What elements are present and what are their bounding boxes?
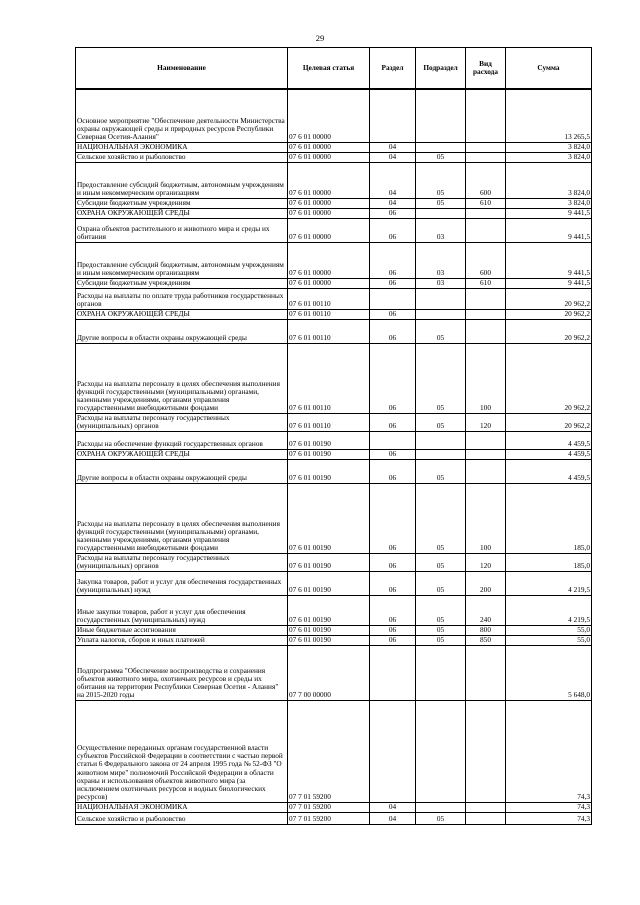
row-name-cell: Расходы на выплаты персоналу в целях обеспечения выполнения функций государственными (муниципальными) органами, казенными учреждениями, органами управления государственными внебюджетными фондами (76, 343, 288, 413)
row-name-cell: Уплата налогов, сборов и иных платежей (76, 635, 288, 645)
row-section-cell (370, 645, 416, 700)
row-name-cell: Расходы на выплаты персоналу государственных (муниципальных) органов (76, 413, 288, 431)
row-target-cell: 07 6 01 00000 (288, 278, 370, 288)
row-amount-cell: 9 441,5 (506, 218, 592, 242)
row-name-cell: Сельское хозяйство и рыболовство (76, 812, 288, 824)
row-target-cell: 07 6 01 00190 (288, 431, 370, 449)
row-expense-type-cell: 100 (466, 343, 506, 413)
row-subsection-cell (416, 802, 466, 812)
table-row (76, 635, 592, 645)
row-target-cell: 07 6 01 00110 (288, 319, 370, 343)
row-subsection-cell: 03 (416, 242, 466, 278)
row-section-cell: 04 (370, 152, 416, 162)
row-subsection-cell (416, 309, 466, 319)
row-expense-type-cell (466, 812, 506, 824)
row-amount-cell: 74,3 (506, 802, 592, 812)
row-section-cell: 06 (370, 459, 416, 483)
row-section-cell: 04 (370, 198, 416, 208)
row-expense-type-cell: 600 (466, 162, 506, 198)
table-row (76, 459, 592, 483)
row-amount-cell: 74,3 (506, 812, 592, 824)
row-subsection-cell (416, 700, 466, 802)
row-target-cell: 07 6 01 00000 (288, 218, 370, 242)
row-target-cell: 07 6 01 00000 (288, 89, 370, 142)
row-section-cell: 06 (370, 483, 416, 553)
row-amount-cell: 55,0 (506, 635, 592, 645)
row-target-cell: 07 6 01 00190 (288, 459, 370, 483)
table-row (76, 343, 592, 413)
budget-table (75, 47, 592, 825)
row-expense-type-cell: 610 (466, 278, 506, 288)
row-name-cell: Предоставление субсидий бюджетным, автономным учреждениям и иным некоммерческим организациям (76, 162, 288, 198)
row-expense-type-cell: 240 (466, 595, 506, 625)
row-expense-type-cell: 120 (466, 413, 506, 431)
table-row (76, 278, 592, 288)
row-section-cell (370, 89, 416, 142)
table-row (76, 198, 592, 208)
table-row (76, 625, 592, 635)
table-row (76, 571, 592, 595)
row-name-cell: Расходы на выплаты по оплате труда работников государственных органов (76, 288, 288, 309)
row-section-cell: 06 (370, 208, 416, 218)
column-header-expense-type: Вид расхода (466, 48, 506, 90)
row-subsection-cell: 05 (416, 483, 466, 553)
row-section-cell: 06 (370, 625, 416, 635)
row-subsection-cell (416, 142, 466, 152)
table-body (76, 89, 592, 824)
row-expense-type-cell (466, 700, 506, 802)
table-row (76, 802, 592, 812)
column-header-target: Целевая статья (288, 48, 370, 90)
row-amount-cell: 74,3 (506, 700, 592, 802)
table-row (76, 142, 592, 152)
row-amount-cell: 20 962,2 (506, 413, 592, 431)
row-target-cell: 07 7 01 59200 (288, 802, 370, 812)
row-subsection-cell (416, 431, 466, 449)
table-row (76, 431, 592, 449)
row-name-cell: Расходы на выплаты персоналу в целях обеспечения выполнения функций государственными (муниципальными) органами, казенными учреждениями, органами управления государственными внебюджетными фондами (76, 483, 288, 553)
row-subsection-cell: 05 (416, 319, 466, 343)
row-expense-type-cell (466, 802, 506, 812)
row-target-cell: 07 7 01 59200 (288, 700, 370, 802)
table-row (76, 483, 592, 553)
row-amount-cell: 13 265,5 (506, 89, 592, 142)
row-target-cell: 07 6 01 00110 (288, 413, 370, 431)
row-amount-cell: 3 824,0 (506, 152, 592, 162)
row-section-cell: 04 (370, 802, 416, 812)
table-row (76, 645, 592, 700)
table-row (76, 309, 592, 319)
row-amount-cell: 20 962,2 (506, 319, 592, 343)
table-row (76, 208, 592, 218)
row-name-cell: ОХРАНА ОКРУЖАЮЩЕЙ СРЕДЫ (76, 208, 288, 218)
row-name-cell: Другие вопросы в области охраны окружающей среды (76, 459, 288, 483)
table-row (76, 449, 592, 459)
row-amount-cell: 4 219,5 (506, 571, 592, 595)
row-section-cell: 06 (370, 343, 416, 413)
column-header-subsection: Подраздел (416, 48, 466, 90)
row-target-cell: 07 6 01 00190 (288, 571, 370, 595)
row-target-cell: 07 6 01 00000 (288, 162, 370, 198)
row-name-cell: Закупка товаров, работ и услуг для обеспечения государственных (муниципальных) нужд (76, 571, 288, 595)
row-section-cell: 06 (370, 595, 416, 625)
row-amount-cell: 185,0 (506, 553, 592, 571)
row-section-cell: 06 (370, 242, 416, 278)
row-amount-cell: 4 459,5 (506, 431, 592, 449)
column-header-section: Раздел (370, 48, 416, 90)
row-subsection-cell: 03 (416, 218, 466, 242)
row-amount-cell: 55,0 (506, 625, 592, 635)
row-section-cell: 06 (370, 635, 416, 645)
row-expense-type-cell (466, 142, 506, 152)
row-target-cell: 07 6 01 00110 (288, 288, 370, 309)
row-subsection-cell: 05 (416, 198, 466, 208)
row-section-cell: 06 (370, 218, 416, 242)
row-name-cell: Субсидии бюджетным учреждениям (76, 278, 288, 288)
row-section-cell: 04 (370, 162, 416, 198)
row-target-cell: 07 6 01 00110 (288, 343, 370, 413)
row-amount-cell: 4 459,5 (506, 459, 592, 483)
table-row (76, 162, 592, 198)
row-subsection-cell (416, 645, 466, 700)
row-target-cell: 07 7 01 59200 (288, 812, 370, 824)
row-amount-cell: 9 441,5 (506, 278, 592, 288)
row-expense-type-cell (466, 645, 506, 700)
row-amount-cell: 20 962,2 (506, 309, 592, 319)
row-subsection-cell (416, 208, 466, 218)
row-name-cell: Субсидии бюджетным учреждениям (76, 198, 288, 208)
row-name-cell: Осуществление переданных органам государственной власти субъектов Российской Федерации в соответствии с частью первой статьи 6 Федерального закона от 24 апреля 1995 года № 52-ФЗ "О животном мире" полномочий Российской Федерации в области охраны и использования объектов животного мира (за исключением охотничьих ресурсов и водных биологических ресурсов) (76, 700, 288, 802)
row-subsection-cell: 05 (416, 571, 466, 595)
row-amount-cell: 20 962,2 (506, 343, 592, 413)
row-section-cell: 06 (370, 413, 416, 431)
row-name-cell: Расходы на обеспечение функций государственных органов (76, 431, 288, 449)
row-expense-type-cell: 600 (466, 242, 506, 278)
row-subsection-cell: 03 (416, 278, 466, 288)
table-row (76, 89, 592, 142)
row-expense-type-cell (466, 89, 506, 142)
row-section-cell: 06 (370, 449, 416, 459)
row-subsection-cell: 05 (416, 625, 466, 635)
row-expense-type-cell (466, 208, 506, 218)
row-subsection-cell (416, 449, 466, 459)
row-expense-type-cell (466, 319, 506, 343)
row-target-cell: 07 6 01 00190 (288, 553, 370, 571)
row-amount-cell: 185,0 (506, 483, 592, 553)
row-subsection-cell (416, 89, 466, 142)
table-row (76, 242, 592, 278)
row-name-cell: Другие вопросы в области охраны окружающей среды (76, 319, 288, 343)
row-target-cell: 07 6 01 00000 (288, 198, 370, 208)
row-amount-cell: 4 219,5 (506, 595, 592, 625)
row-amount-cell: 4 459,5 (506, 449, 592, 459)
row-name-cell: ОХРАНА ОКРУЖАЮЩЕЙ СРЕДЫ (76, 449, 288, 459)
row-expense-type-cell (466, 459, 506, 483)
table-row (76, 152, 592, 162)
row-expense-type-cell (466, 309, 506, 319)
row-section-cell (370, 700, 416, 802)
row-subsection-cell (416, 288, 466, 309)
page-number: 29 (315, 33, 325, 43)
row-amount-cell: 9 441,5 (506, 242, 592, 278)
row-section-cell: 06 (370, 571, 416, 595)
row-amount-cell: 9 441,5 (506, 208, 592, 218)
row-expense-type-cell: 120 (466, 553, 506, 571)
row-name-cell: Охрана объектов растительного и животного мира и среды их обитания (76, 218, 288, 242)
row-name-cell: Предоставление субсидий бюджетным, автономным учреждениям и иным некоммерческим организациям (76, 242, 288, 278)
row-name-cell: ОХРАНА ОКРУЖАЮЩЕЙ СРЕДЫ (76, 309, 288, 319)
row-section-cell: 06 (370, 553, 416, 571)
row-subsection-cell: 05 (416, 635, 466, 645)
row-target-cell: 07 6 01 00190 (288, 595, 370, 625)
row-expense-type-cell (466, 152, 506, 162)
row-name-cell: Расходы на выплаты персоналу государственных (муниципальных) органов (76, 553, 288, 571)
row-subsection-cell: 05 (416, 812, 466, 824)
column-header-amount: Сумма (506, 48, 592, 90)
table-row (76, 319, 592, 343)
row-amount-cell: 3 824,0 (506, 162, 592, 198)
row-subsection-cell: 05 (416, 413, 466, 431)
row-name-cell: Подпрограмма "Обеспечение воспроизводства и сохранения объектов животного мира, охотничьих ресурсов и среды их обитания на территории Республики Северная Осетия - Алания" на 2015-2020 годы (76, 645, 288, 700)
row-section-cell (370, 431, 416, 449)
row-name-cell: НАЦИОНАЛЬНАЯ ЭКОНОМИКА (76, 142, 288, 152)
row-section-cell: 06 (370, 278, 416, 288)
row-section-cell: 04 (370, 812, 416, 824)
row-name-cell: Сельское хозяйство и рыболовство (76, 152, 288, 162)
row-expense-type-cell (466, 218, 506, 242)
row-target-cell: 07 6 01 00190 (288, 625, 370, 635)
row-amount-cell: 3 824,0 (506, 142, 592, 152)
row-name-cell: Иные закупки товаров, работ и услуг для обеспечения государственных (муниципальных) нужд (76, 595, 288, 625)
row-target-cell: 07 6 01 00000 (288, 242, 370, 278)
table-row (76, 553, 592, 571)
row-expense-type-cell: 100 (466, 483, 506, 553)
row-target-cell: 07 6 01 00000 (288, 152, 370, 162)
row-subsection-cell: 05 (416, 162, 466, 198)
row-name-cell: НАЦИОНАЛЬНАЯ ЭКОНОМИКА (76, 802, 288, 812)
row-target-cell: 07 6 01 00190 (288, 483, 370, 553)
table-row (76, 218, 592, 242)
row-target-cell: 07 6 01 00110 (288, 309, 370, 319)
row-expense-type-cell (466, 288, 506, 309)
row-subsection-cell: 05 (416, 553, 466, 571)
table-header-row (76, 48, 592, 90)
row-target-cell: 07 6 01 00190 (288, 635, 370, 645)
row-amount-cell: 3 824,0 (506, 198, 592, 208)
row-section-cell (370, 288, 416, 309)
row-name-cell: Основное мероприятие "Обеспечение деятельности Министерства охраны окружающей среды и природных ресурсов Республики Северная Осетия-Алания" (76, 89, 288, 142)
row-section-cell: 06 (370, 309, 416, 319)
row-subsection-cell: 05 (416, 152, 466, 162)
row-target-cell: 07 6 01 00000 (288, 208, 370, 218)
table-row (76, 812, 592, 824)
table-row (76, 595, 592, 625)
table-row (76, 288, 592, 309)
row-subsection-cell: 05 (416, 459, 466, 483)
row-amount-cell: 20 962,2 (506, 288, 592, 309)
table-row (76, 413, 592, 431)
row-subsection-cell: 05 (416, 595, 466, 625)
row-section-cell: 04 (370, 142, 416, 152)
row-amount-cell: 5 648,0 (506, 645, 592, 700)
row-expense-type-cell (466, 449, 506, 459)
row-expense-type-cell: 850 (466, 635, 506, 645)
row-subsection-cell: 05 (416, 343, 466, 413)
table-row (76, 700, 592, 802)
row-section-cell: 06 (370, 319, 416, 343)
row-expense-type-cell: 800 (466, 625, 506, 635)
row-expense-type-cell: 200 (466, 571, 506, 595)
row-expense-type-cell (466, 431, 506, 449)
row-target-cell: 07 7 00 00000 (288, 645, 370, 700)
row-name-cell: Иные бюджетные ассигнования (76, 625, 288, 635)
row-target-cell: 07 6 01 00000 (288, 142, 370, 152)
column-header-name: Наименование (76, 48, 288, 90)
row-expense-type-cell: 610 (466, 198, 506, 208)
row-target-cell: 07 6 01 00190 (288, 449, 370, 459)
